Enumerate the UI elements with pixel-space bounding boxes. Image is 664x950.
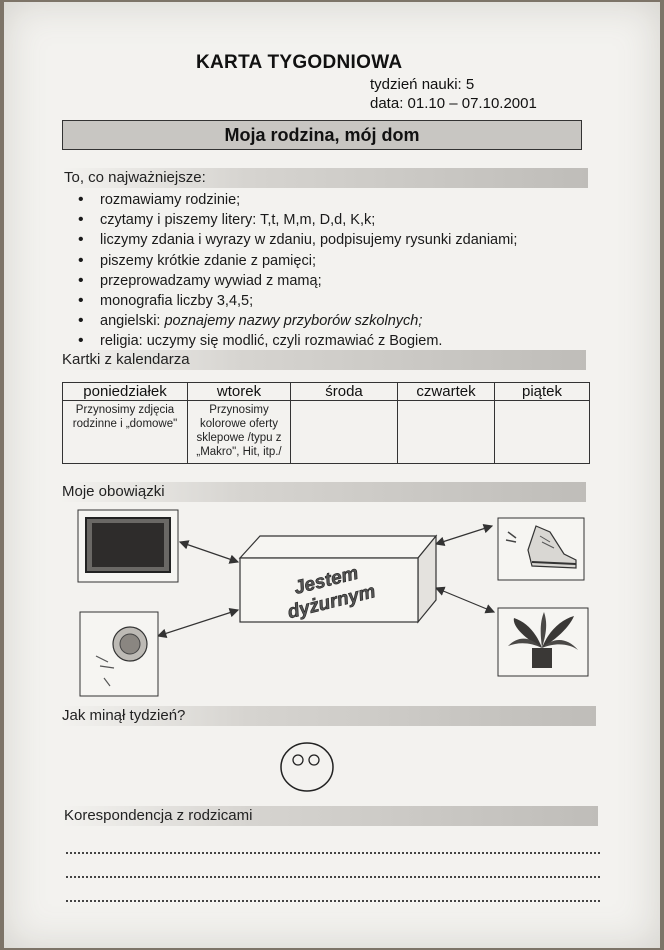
section-heading-calendar: Kartki z kalendarza bbox=[60, 350, 586, 370]
day-note: Przynosimy kolorowe oferty sklepowe /typu z „Makro", Hit, itp./ bbox=[188, 401, 291, 464]
list-item: • monografia liczby 3,4,5; bbox=[78, 291, 517, 311]
duty-label: Jestem dyżurnym bbox=[285, 562, 378, 624]
day-note: Przynosimy zdjęcia rodzinne i „domowe" bbox=[63, 401, 188, 464]
day-header: piątek bbox=[495, 383, 590, 401]
day-header: środa bbox=[291, 383, 398, 401]
bowl-icon bbox=[80, 612, 158, 696]
blackboard-icon bbox=[78, 510, 178, 582]
list-item-detail: poznajemy nazwy przyborów szkolnych; bbox=[164, 313, 423, 330]
list-item: • religia: uczymy się modlić, czyli rozmawiać z Bogiem. bbox=[78, 331, 517, 351]
list-item-label: angielski: bbox=[100, 313, 161, 330]
list-item: • piszemy krótkie zdanie z pamięci; bbox=[78, 251, 517, 271]
day-header: czwartek bbox=[398, 383, 495, 401]
list-item: • przeprowadzamy wywiad z mamą; bbox=[78, 271, 517, 291]
week-number: tydzień nauki: 5 bbox=[370, 76, 475, 93]
section-heading-important: To, co najważniejsze: bbox=[62, 168, 588, 188]
arrow-line bbox=[436, 526, 492, 544]
worksheet-page bbox=[4, 2, 660, 948]
arrow-line bbox=[180, 542, 238, 562]
plant-icon bbox=[498, 608, 588, 676]
section-heading-week: Jak minął tydzień? bbox=[60, 706, 596, 726]
list-item: • rozmawiamy rodzinie; bbox=[78, 190, 517, 210]
day-header: wtorek bbox=[188, 383, 291, 401]
topic-banner: Moja rodzina, mój dom bbox=[62, 120, 582, 150]
writing-line bbox=[66, 876, 600, 878]
mood-face-icon bbox=[281, 743, 333, 791]
day-header: poniedziałek bbox=[63, 383, 188, 401]
section-heading-duties: Moje obowiązki bbox=[60, 482, 586, 502]
writing-line bbox=[66, 852, 600, 854]
sneaker-icon bbox=[498, 518, 584, 580]
page-title: KARTA TYGODNIOWA bbox=[196, 52, 403, 73]
arrow-line bbox=[436, 588, 494, 612]
list-item: • czytamy i piszemy litery: T,t, M,m, D,d, K,k; bbox=[78, 210, 517, 230]
list-item: • liczymy zdania i wyrazy w zdaniu, podpisujemy rysunki zdaniami; bbox=[78, 230, 517, 250]
date-range: data: 01.10 – 07.10.2001 bbox=[370, 95, 537, 112]
section-heading-correspondence: Korespondencja z rodzicami bbox=[62, 806, 598, 826]
writing-line bbox=[66, 900, 600, 902]
arrow-line bbox=[158, 610, 238, 636]
